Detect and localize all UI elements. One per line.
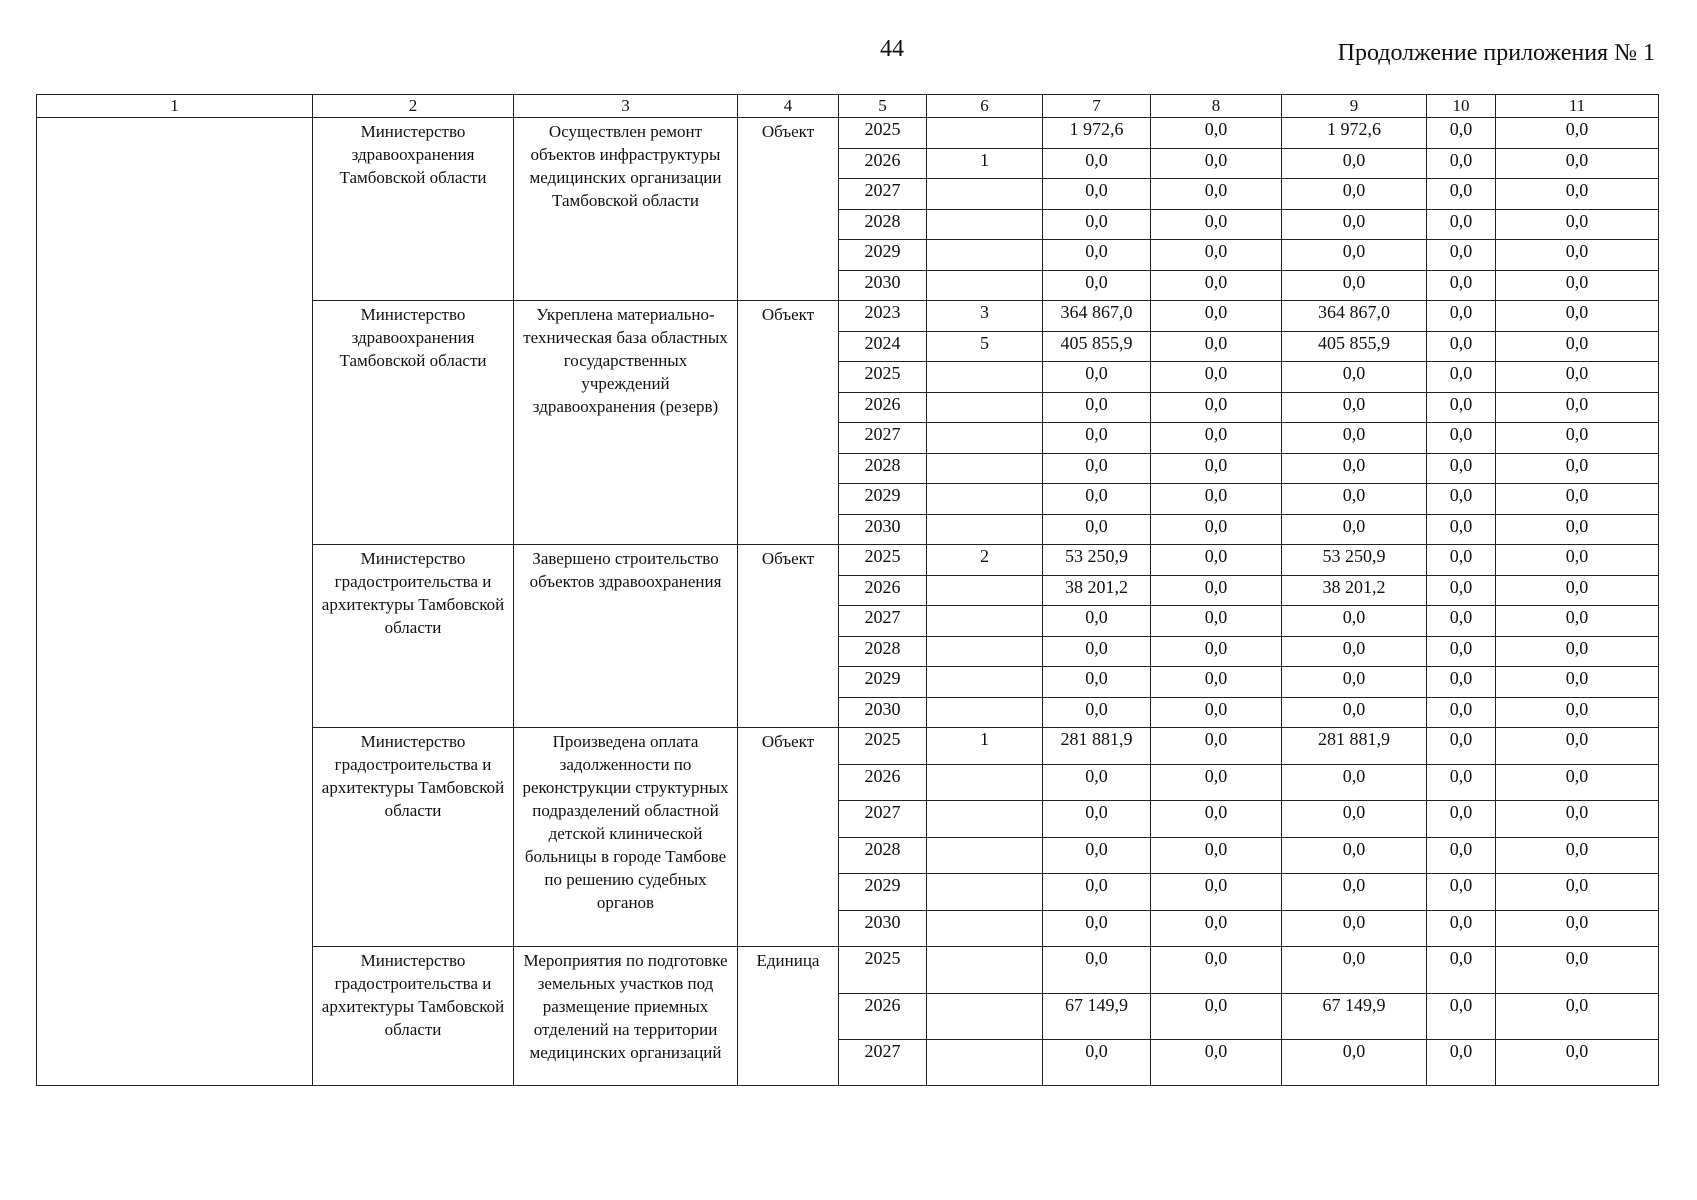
total-amount-cell: 281 881,9 [1043,728,1151,765]
local-budget-cell: 0,0 [1427,636,1496,667]
extra-budget-cell: 0,0 [1496,118,1659,149]
column-header: 3 [514,95,738,118]
regional-budget-cell: 0,0 [1282,947,1427,993]
federal-budget-cell: 0,0 [1151,331,1282,362]
year-cell: 2026 [839,764,927,801]
year-cell: 2025 [839,947,927,993]
federal-budget-cell: 0,0 [1151,301,1282,332]
local-budget-cell: 0,0 [1427,764,1496,801]
column-header: 7 [1043,95,1151,118]
total-amount-cell: 0,0 [1043,837,1151,874]
regional-budget-cell: 1 972,6 [1282,118,1427,149]
regional-budget-cell: 0,0 [1282,179,1427,210]
regional-budget-cell: 0,0 [1282,270,1427,301]
extra-budget-cell: 0,0 [1496,1039,1659,1085]
federal-budget-cell: 0,0 [1151,697,1282,728]
local-budget-cell: 0,0 [1427,270,1496,301]
local-budget-cell: 0,0 [1427,514,1496,545]
indicator-value-cell [927,697,1043,728]
federal-budget-cell: 0,0 [1151,240,1282,271]
column-header: 1 [37,95,313,118]
unit-cell: Единица [738,947,839,1086]
extra-budget-cell: 0,0 [1496,301,1659,332]
extra-budget-cell: 0,0 [1496,874,1659,911]
local-budget-cell: 0,0 [1427,118,1496,149]
regional-budget-cell: 0,0 [1282,764,1427,801]
regional-budget-cell: 0,0 [1282,636,1427,667]
extra-budget-cell: 0,0 [1496,270,1659,301]
federal-budget-cell: 0,0 [1151,392,1282,423]
total-amount-cell: 0,0 [1043,667,1151,698]
total-amount-cell: 1 972,6 [1043,118,1151,149]
local-budget-cell: 0,0 [1427,392,1496,423]
unit-cell: Объект [738,118,839,301]
extra-budget-cell: 0,0 [1496,148,1659,179]
total-amount-cell: 0,0 [1043,764,1151,801]
column-header: 4 [738,95,839,118]
regional-budget-cell: 0,0 [1282,874,1427,911]
federal-budget-cell: 0,0 [1151,270,1282,301]
responsible-org-cell: Министерство здравоохранения Тамбовской области [313,301,514,545]
regional-budget-cell: 281 881,9 [1282,728,1427,765]
indicator-value-cell [927,209,1043,240]
federal-budget-cell: 0,0 [1151,728,1282,765]
federal-budget-cell: 0,0 [1151,606,1282,637]
extra-budget-cell: 0,0 [1496,606,1659,637]
indicator-value-cell [927,270,1043,301]
extra-budget-cell: 0,0 [1496,484,1659,515]
total-amount-cell: 0,0 [1043,910,1151,947]
year-cell: 2025 [839,118,927,149]
extra-budget-cell: 0,0 [1496,453,1659,484]
indicator-value-cell [927,453,1043,484]
responsible-org-cell: Министерство градостроительства и архитектуры Тамбовской области [313,947,514,1086]
federal-budget-cell: 0,0 [1151,453,1282,484]
total-amount-cell: 0,0 [1043,179,1151,210]
local-budget-cell: 0,0 [1427,148,1496,179]
indicator-value-cell [927,947,1043,993]
year-cell: 2030 [839,270,927,301]
page-number: 44 [880,36,904,62]
indicator-value-cell [927,636,1043,667]
regional-budget-cell: 0,0 [1282,837,1427,874]
local-budget-cell: 0,0 [1427,910,1496,947]
result-description-cell: Завершено строительство объектов здравоохранения [514,545,738,728]
total-amount-cell: 0,0 [1043,874,1151,911]
year-cell: 2027 [839,179,927,210]
year-cell: 2029 [839,667,927,698]
local-budget-cell: 0,0 [1427,545,1496,576]
column-header: 2 [313,95,514,118]
federal-budget-cell: 0,0 [1151,209,1282,240]
year-cell: 2025 [839,728,927,765]
total-amount-cell: 53 250,9 [1043,545,1151,576]
extra-budget-cell: 0,0 [1496,423,1659,454]
total-amount-cell: 0,0 [1043,636,1151,667]
year-cell: 2028 [839,209,927,240]
year-cell: 2029 [839,240,927,271]
regional-budget-cell: 0,0 [1282,423,1427,454]
year-cell: 2029 [839,484,927,515]
extra-budget-cell: 0,0 [1496,910,1659,947]
total-amount-cell: 0,0 [1043,801,1151,838]
result-description-cell: Произведена оплата задолженности по реконструкции структурных подразделений областной детской клинической больницы в городе Тамбове по решению судебных органов [514,728,738,947]
unit-cell: Объект [738,728,839,947]
unit-cell: Объект [738,301,839,545]
table-row [37,118,1659,149]
federal-budget-cell: 0,0 [1151,545,1282,576]
indicator-value-cell: 3 [927,301,1043,332]
extra-budget-cell: 0,0 [1496,209,1659,240]
total-amount-cell: 0,0 [1043,362,1151,393]
local-budget-cell: 0,0 [1427,362,1496,393]
year-cell: 2026 [839,575,927,606]
indicator-value-cell: 1 [927,728,1043,765]
total-amount-cell: 0,0 [1043,209,1151,240]
regional-budget-cell: 53 250,9 [1282,545,1427,576]
column-number-row [37,95,1659,118]
local-budget-cell: 0,0 [1427,1039,1496,1085]
indicator-value-cell [927,910,1043,947]
local-budget-cell: 0,0 [1427,423,1496,454]
extra-budget-cell: 0,0 [1496,240,1659,271]
federal-budget-cell: 0,0 [1151,667,1282,698]
indicator-value-cell [927,801,1043,838]
column-header: 5 [839,95,927,118]
regional-budget-cell: 0,0 [1282,148,1427,179]
indicator-value-cell [927,362,1043,393]
appendix-title: Продолжение приложения № 1 [1337,40,1655,66]
total-amount-cell: 0,0 [1043,484,1151,515]
indicator-value-cell [927,423,1043,454]
responsible-org-cell: Министерство градостроительства и архитектуры Тамбовской области [313,545,514,728]
federal-budget-cell: 0,0 [1151,148,1282,179]
total-amount-cell: 0,0 [1043,606,1151,637]
column-1-blank-cell [37,118,313,1086]
federal-budget-cell: 0,0 [1151,764,1282,801]
extra-budget-cell: 0,0 [1496,331,1659,362]
local-budget-cell: 0,0 [1427,667,1496,698]
federal-budget-cell: 0,0 [1151,947,1282,993]
local-budget-cell: 0,0 [1427,837,1496,874]
regional-budget-cell: 0,0 [1282,240,1427,271]
year-cell: 2026 [839,993,927,1039]
extra-budget-cell: 0,0 [1496,575,1659,606]
total-amount-cell: 0,0 [1043,270,1151,301]
extra-budget-cell: 0,0 [1496,764,1659,801]
year-cell: 2027 [839,423,927,454]
extra-budget-cell: 0,0 [1496,514,1659,545]
total-amount-cell: 38 201,2 [1043,575,1151,606]
regional-budget-cell: 0,0 [1282,606,1427,637]
federal-budget-cell: 0,0 [1151,118,1282,149]
indicator-value-cell: 1 [927,148,1043,179]
local-budget-cell: 0,0 [1427,606,1496,637]
result-description-cell: Осуществлен ремонт объектов инфраструктуры медицинских организации Тамбовской области [514,118,738,301]
extra-budget-cell: 0,0 [1496,636,1659,667]
year-cell: 2025 [839,362,927,393]
column-header: 8 [1151,95,1282,118]
indicator-value-cell [927,484,1043,515]
local-budget-cell: 0,0 [1427,993,1496,1039]
federal-budget-cell: 0,0 [1151,423,1282,454]
extra-budget-cell: 0,0 [1496,179,1659,210]
column-header: 6 [927,95,1043,118]
regional-budget-cell: 0,0 [1282,1039,1427,1085]
indicator-value-cell [927,837,1043,874]
extra-budget-cell: 0,0 [1496,947,1659,993]
result-description-cell: Мероприятия по подготовке земельных участков под размещение приемных отделений на территории медицинских организаций [514,947,738,1086]
indicator-value-cell [927,667,1043,698]
regional-budget-cell: 0,0 [1282,514,1427,545]
indicator-value-cell: 5 [927,331,1043,362]
indicator-value-cell [927,179,1043,210]
extra-budget-cell: 0,0 [1496,392,1659,423]
indicator-value-cell [927,392,1043,423]
regional-budget-cell: 0,0 [1282,697,1427,728]
indicator-value-cell: 2 [927,545,1043,576]
regional-budget-cell: 0,0 [1282,209,1427,240]
extra-budget-cell: 0,0 [1496,362,1659,393]
total-amount-cell: 0,0 [1043,453,1151,484]
federal-budget-cell: 0,0 [1151,837,1282,874]
local-budget-cell: 0,0 [1427,801,1496,838]
indicator-value-cell [927,764,1043,801]
year-cell: 2030 [839,697,927,728]
federal-budget-cell: 0,0 [1151,362,1282,393]
table-body [37,118,1659,1086]
indicator-value-cell [927,575,1043,606]
extra-budget-cell: 0,0 [1496,993,1659,1039]
indicator-value-cell [927,993,1043,1039]
federal-budget-cell: 0,0 [1151,179,1282,210]
year-cell: 2024 [839,331,927,362]
total-amount-cell: 67 149,9 [1043,993,1151,1039]
total-amount-cell: 405 855,9 [1043,331,1151,362]
local-budget-cell: 0,0 [1427,179,1496,210]
regional-budget-cell: 0,0 [1282,392,1427,423]
indicator-value-cell [927,874,1043,911]
local-budget-cell: 0,0 [1427,947,1496,993]
regional-budget-cell: 67 149,9 [1282,993,1427,1039]
year-cell: 2028 [839,837,927,874]
total-amount-cell: 0,0 [1043,514,1151,545]
unit-cell: Объект [738,545,839,728]
year-cell: 2026 [839,148,927,179]
local-budget-cell: 0,0 [1427,484,1496,515]
regional-budget-cell: 0,0 [1282,801,1427,838]
regional-budget-cell: 405 855,9 [1282,331,1427,362]
total-amount-cell: 0,0 [1043,148,1151,179]
year-cell: 2029 [839,874,927,911]
total-amount-cell: 0,0 [1043,392,1151,423]
column-header: 9 [1282,95,1427,118]
result-description-cell: Укреплена материально-техническая база областных государственных учреждений здравоохранения (резерв) [514,301,738,545]
federal-budget-cell: 0,0 [1151,801,1282,838]
indicator-value-cell [927,606,1043,637]
regional-budget-cell: 0,0 [1282,667,1427,698]
year-cell: 2025 [839,545,927,576]
extra-budget-cell: 0,0 [1496,728,1659,765]
indicator-value-cell [927,240,1043,271]
federal-budget-cell: 0,0 [1151,484,1282,515]
year-cell: 2030 [839,514,927,545]
extra-budget-cell: 0,0 [1496,697,1659,728]
year-cell: 2027 [839,1039,927,1085]
extra-budget-cell: 0,0 [1496,801,1659,838]
local-budget-cell: 0,0 [1427,697,1496,728]
extra-budget-cell: 0,0 [1496,667,1659,698]
local-budget-cell: 0,0 [1427,209,1496,240]
federal-budget-cell: 0,0 [1151,874,1282,911]
regional-budget-cell: 0,0 [1282,910,1427,947]
total-amount-cell: 0,0 [1043,240,1151,271]
local-budget-cell: 0,0 [1427,728,1496,765]
local-budget-cell: 0,0 [1427,874,1496,911]
indicator-value-cell [927,118,1043,149]
federal-budget-cell: 0,0 [1151,910,1282,947]
total-amount-cell: 364 867,0 [1043,301,1151,332]
federal-budget-cell: 0,0 [1151,636,1282,667]
year-cell: 2026 [839,392,927,423]
local-budget-cell: 0,0 [1427,240,1496,271]
regional-budget-cell: 0,0 [1282,362,1427,393]
year-cell: 2030 [839,910,927,947]
extra-budget-cell: 0,0 [1496,837,1659,874]
column-header: 10 [1427,95,1496,118]
indicator-value-cell [927,1039,1043,1085]
year-cell: 2028 [839,453,927,484]
local-budget-cell: 0,0 [1427,331,1496,362]
local-budget-cell: 0,0 [1427,453,1496,484]
local-budget-cell: 0,0 [1427,575,1496,606]
year-cell: 2023 [839,301,927,332]
total-amount-cell: 0,0 [1043,697,1151,728]
federal-budget-cell: 0,0 [1151,1039,1282,1085]
regional-budget-cell: 38 201,2 [1282,575,1427,606]
total-amount-cell: 0,0 [1043,947,1151,993]
responsible-org-cell: Министерство здравоохранения Тамбовской области [313,118,514,301]
year-cell: 2028 [839,636,927,667]
regional-budget-cell: 0,0 [1282,484,1427,515]
federal-budget-cell: 0,0 [1151,993,1282,1039]
budget-table [36,94,1659,1086]
total-amount-cell: 0,0 [1043,1039,1151,1085]
year-cell: 2027 [839,801,927,838]
extra-budget-cell: 0,0 [1496,545,1659,576]
federal-budget-cell: 0,0 [1151,514,1282,545]
federal-budget-cell: 0,0 [1151,575,1282,606]
regional-budget-cell: 0,0 [1282,453,1427,484]
local-budget-cell: 0,0 [1427,301,1496,332]
responsible-org-cell: Министерство градостроительства и архитектуры Тамбовской области [313,728,514,947]
total-amount-cell: 0,0 [1043,423,1151,454]
regional-budget-cell: 364 867,0 [1282,301,1427,332]
year-cell: 2027 [839,606,927,637]
column-header: 11 [1496,95,1659,118]
indicator-value-cell [927,514,1043,545]
